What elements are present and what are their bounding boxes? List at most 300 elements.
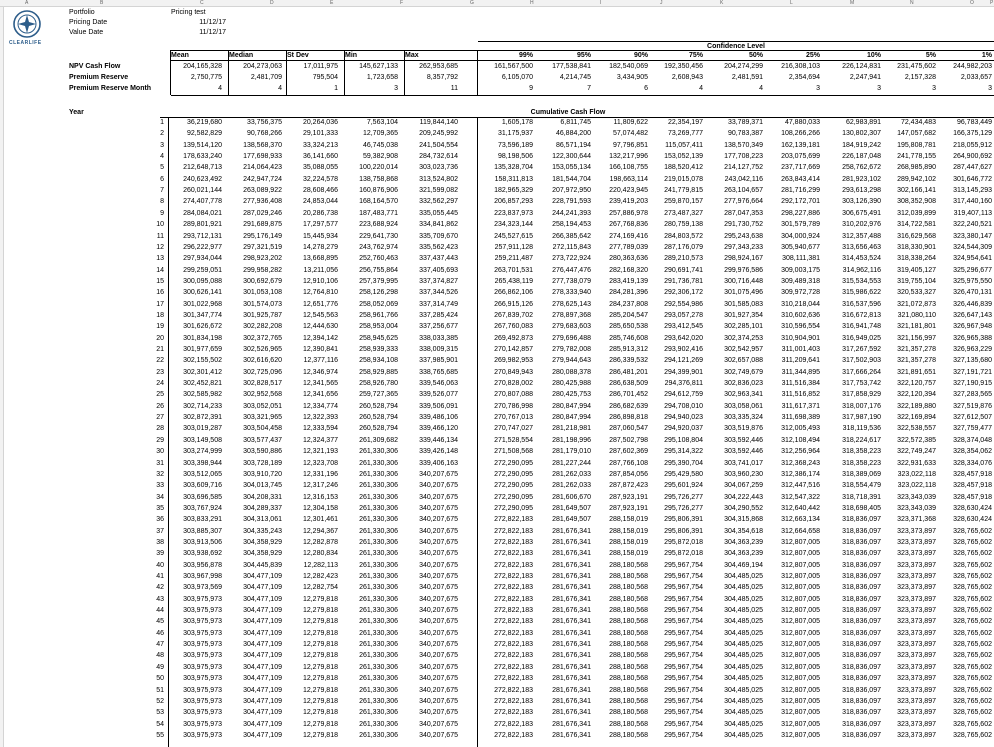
cash-flow-cell[interactable]: 271,528,554 [494,436,533,444]
cash-flow-cell[interactable]: 272,822,183 [494,686,533,694]
cash-flow-cell[interactable]: 339,406,163 [419,459,458,467]
year-cell[interactable]: 52 [156,697,164,705]
cash-flow-cell[interactable]: 281,179,010 [552,448,591,456]
cash-flow-cell[interactable]: 218,055,912 [953,141,992,149]
stats-cell[interactable]: 204,165,328 [183,63,222,70]
cash-flow-cell[interactable]: 304,363,239 [724,538,763,546]
cash-flow-cell[interactable]: 303,519,876 [724,425,763,433]
cash-flow-cell[interactable]: 302,155,502 [183,357,222,365]
cash-flow-cell[interactable]: 295,872,018 [664,538,703,546]
cash-flow-cell[interactable]: 62,983,891 [845,119,881,126]
cash-flow-cell[interactable]: 295,806,391 [664,516,703,524]
cash-flow-cell[interactable]: 321,891,651 [897,368,936,376]
cash-flow-cell[interactable]: 139,514,120 [183,141,222,149]
cash-flow-cell[interactable]: 309,003,175 [781,266,820,274]
cash-flow-cell[interactable]: 337,256,677 [419,323,458,331]
cash-flow-cell[interactable]: 223,837,973 [494,209,533,217]
column-letter[interactable]: H [530,0,534,6]
cash-flow-cell[interactable]: 279,944,643 [552,357,591,365]
cash-flow-cell[interactable]: 287,923,191 [609,493,648,501]
cash-flow-cell[interactable]: 328,765,602 [953,550,992,558]
stats-cell[interactable]: 192,350,456 [664,63,703,70]
cash-flow-cell[interactable]: 303,975,973 [183,731,222,739]
cash-flow-cell[interactable]: 57,074,482 [612,130,648,138]
cash-flow-cell[interactable]: 328,765,602 [953,720,992,728]
cash-flow-cell[interactable]: 138,758,868 [359,175,398,183]
cash-flow-cell[interactable]: 318,836,097 [842,641,881,649]
cash-flow-cell[interactable]: 272,822,183 [494,641,533,649]
cash-flow-cell[interactable]: 303,052,051 [243,402,282,410]
cash-flow-cell[interactable]: 304,485,025 [724,720,763,728]
cash-flow-cell[interactable]: 295,967,754 [664,629,703,637]
cash-flow-cell[interactable]: 323,373,897 [897,618,936,626]
cash-flow-cell[interactable]: 281,676,341 [552,697,591,705]
cash-flow-cell[interactable]: 328,630,424 [953,504,992,512]
cash-flow-cell[interactable]: 295,967,754 [664,663,703,671]
stats-cell[interactable]: 8,357,792 [426,74,458,81]
year-cell[interactable]: 47 [156,641,164,649]
cash-flow-cell[interactable]: 298,924,167 [724,255,763,263]
stats-cell[interactable]: 11 [450,85,458,92]
cash-flow-cell[interactable]: 316,672,813 [842,311,881,319]
cash-flow-cell[interactable]: 261,330,306 [359,493,398,501]
cash-flow-cell[interactable]: 285,913,312 [609,346,648,353]
cash-flow-cell[interactable]: 319,755,104 [897,277,936,285]
cash-flow-cell[interactable]: 302,749,679 [724,368,763,376]
cash-flow-cell[interactable]: 312,807,005 [781,675,820,683]
cash-flow-cell[interactable]: 303,975,973 [183,595,222,603]
cash-flow-cell[interactable]: 272,115,843 [552,243,591,251]
cash-flow-cell[interactable]: 281,676,341 [552,595,591,603]
cash-flow-cell[interactable]: 304,477,109 [243,652,282,660]
cash-flow-cell[interactable]: 318,836,097 [842,584,881,592]
cash-flow-cell[interactable]: 12,282,878 [302,538,338,546]
cash-flow-cell[interactable]: 281,676,341 [552,709,591,717]
cash-flow-cell[interactable]: 281,676,341 [552,538,591,546]
year-cell[interactable]: 35 [156,504,164,512]
cash-flow-cell[interactable]: 12,304,158 [302,504,338,512]
cash-flow-cell[interactable]: 260,528,794 [359,414,398,422]
cash-flow-cell[interactable]: 206,857,293 [494,198,533,206]
cash-flow-cell[interactable]: 12,331,196 [302,470,338,478]
cash-flow-cell[interactable]: 293,642,020 [664,334,703,342]
cash-flow-cell[interactable]: 300,626,141 [183,289,222,297]
cash-flow-cell[interactable]: 297,934,044 [183,255,222,263]
year-cell[interactable]: 25 [156,391,164,399]
cash-flow-cell[interactable]: 312,807,005 [781,697,820,705]
cash-flow-cell[interactable]: 12,444,630 [302,323,338,331]
cash-flow-cell[interactable]: 286,682,639 [609,402,648,410]
cash-flow-cell[interactable]: 288,180,568 [609,686,648,694]
cash-flow-cell[interactable]: 328,457,918 [953,493,992,501]
cash-flow-cell[interactable]: 285,746,608 [609,334,648,342]
cash-flow-cell[interactable]: 272,822,183 [494,595,533,603]
cash-flow-cell[interactable]: 340,207,675 [419,675,458,683]
cash-flow-cell[interactable]: 261,330,306 [359,595,398,603]
cash-flow-cell[interactable]: 304,485,025 [724,652,763,660]
cash-flow-cell[interactable]: 272,822,183 [494,629,533,637]
cash-flow-cell[interactable]: 274,169,416 [609,232,648,240]
cash-flow-cell[interactable]: 287,766,108 [609,459,648,467]
cash-flow-cell[interactable]: 14,278,279 [302,243,338,251]
cash-flow-cell[interactable]: 302,372,765 [243,334,282,342]
year-cell[interactable]: 11 [156,232,164,240]
cash-flow-cell[interactable]: 291,689,875 [243,221,282,229]
cash-flow-cell[interactable]: 281,676,341 [552,720,591,728]
cash-flow-cell[interactable]: 264,900,692 [953,153,992,161]
cash-flow-cell[interactable]: 339,486,106 [419,414,458,422]
cash-flow-cell[interactable]: 261,330,306 [359,652,398,660]
cash-flow-cell[interactable]: 258,126,298 [359,289,398,297]
cash-flow-cell[interactable]: 283,419,139 [609,277,648,285]
cash-flow-cell[interactable]: 295,806,391 [664,527,703,535]
cash-flow-cell[interactable]: 303,975,973 [183,618,222,626]
cash-flow-cell[interactable]: 260,528,794 [359,402,398,410]
cash-flow-cell[interactable]: 324,544,309 [953,243,992,251]
cash-flow-cell[interactable]: 304,485,025 [724,641,763,649]
cash-flow-cell[interactable]: 90,768,266 [246,130,282,138]
cash-flow-cell[interactable]: 304,485,025 [724,663,763,671]
column-letter[interactable]: M [850,0,855,6]
cash-flow-cell[interactable]: 286,638,509 [609,380,648,388]
cash-flow-cell[interactable]: 304,485,025 [724,686,763,694]
cash-flow-cell[interactable]: 132,217,996 [609,153,648,161]
cash-flow-cell[interactable]: 284,084,021 [183,209,222,217]
cash-flow-cell[interactable]: 326,967,948 [953,323,992,331]
cash-flow-cell[interactable]: 263,701,531 [494,266,533,274]
cash-flow-cell[interactable]: 308,111,381 [782,255,820,263]
cash-flow-cell[interactable]: 304,485,025 [724,618,763,626]
cash-flow-cell[interactable]: 295,967,754 [664,720,703,728]
cash-flow-cell[interactable]: 317,858,929 [842,391,881,399]
cash-flow-cell[interactable]: 303,913,506 [183,538,222,546]
cash-flow-cell[interactable]: 303,975,973 [183,720,222,728]
cash-flow-cell[interactable]: 325,975,550 [953,277,992,285]
cash-flow-cell[interactable]: 288,158,019 [609,538,648,546]
cash-flow-cell[interactable]: 261,330,306 [359,448,398,456]
cash-flow-cell[interactable]: 279,696,488 [552,334,591,342]
cash-flow-cell[interactable]: 314,962,116 [842,266,881,274]
cash-flow-cell[interactable]: 97,796,851 [612,141,648,149]
cash-flow-cell[interactable]: 312,368,243 [781,459,820,467]
cash-flow-cell[interactable]: 323,022,118 [897,482,936,490]
cash-flow-cell[interactable]: 12,279,818 [302,709,338,717]
cash-flow-cell[interactable]: 269,982,953 [494,357,533,365]
cash-flow-cell[interactable]: 13,211,056 [303,266,338,274]
cash-flow-cell[interactable]: 269,492,873 [494,334,533,342]
cash-flow-cell[interactable]: 318,358,223 [842,459,881,467]
cash-flow-cell[interactable]: 258,939,333 [359,346,398,353]
cash-flow-cell[interactable]: 33,324,213 [302,141,338,149]
cash-flow-cell[interactable]: 288,180,568 [609,720,648,728]
year-cell[interactable]: 6 [160,175,164,183]
stats-cell[interactable]: 4,214,745 [559,74,591,81]
cash-flow-cell[interactable]: 12,333,594 [302,425,338,433]
cash-flow-cell[interactable]: 340,207,675 [419,550,458,558]
cash-flow-cell[interactable]: 302,714,233 [183,402,222,410]
cash-flow-cell[interactable]: 281,676,341 [552,731,591,739]
cash-flow-cell[interactable]: 337,314,749 [419,300,458,308]
cash-flow-cell[interactable]: 261,330,306 [359,709,398,717]
cash-flow-cell[interactable]: 20,264,036 [302,119,338,126]
cash-flow-cell[interactable]: 317,440,160 [953,198,992,206]
cash-flow-cell[interactable]: 321,357,278 [897,357,936,365]
cash-flow-cell[interactable]: 272,290,095 [494,459,533,467]
cash-flow-cell[interactable]: 261,330,306 [359,504,398,512]
cash-flow-cell[interactable]: 12,282,423 [302,573,338,580]
cash-flow-cell[interactable]: 312,807,005 [781,641,820,649]
column-letter[interactable]: N [910,0,914,6]
cash-flow-cell[interactable]: 295,108,804 [664,436,703,444]
cash-flow-cell[interactable]: 328,765,602 [953,584,992,592]
cash-flow-cell[interactable]: 243,762,974 [359,243,398,251]
cash-flow-cell[interactable]: 312,640,442 [781,504,820,512]
cash-flow-cell[interactable]: 312,547,322 [781,493,820,501]
cash-flow-cell[interactable]: 302,585,982 [183,391,222,399]
cash-flow-cell[interactable]: 281,716,299 [781,187,820,195]
cash-flow-cell[interactable]: 323,373,897 [897,686,936,694]
cash-flow-cell[interactable]: 328,457,918 [953,482,992,490]
cash-flow-cell[interactable]: 294,376,811 [664,380,703,388]
cash-flow-cell[interactable]: 312,447,516 [781,482,820,490]
cash-flow-cell[interactable]: 279,782,008 [552,346,591,353]
cash-flow-cell[interactable]: 108,266,266 [781,130,820,138]
cash-flow-cell[interactable]: 340,207,675 [419,607,458,615]
cash-flow-cell[interactable]: 300,095,088 [183,277,222,285]
cash-flow-cell[interactable]: 288,180,568 [609,663,648,671]
cash-flow-cell[interactable]: 261,330,306 [359,538,398,546]
cash-flow-cell[interactable]: 272,822,183 [494,584,533,592]
cash-flow-cell[interactable]: 314,722,581 [897,221,936,229]
cash-flow-cell[interactable]: 339,526,077 [419,391,458,399]
cash-flow-cell[interactable]: 295,726,277 [664,504,703,512]
cash-flow-cell[interactable]: 323,373,897 [897,731,936,739]
cash-flow-cell[interactable]: 301,925,787 [243,311,282,319]
cash-flow-cell[interactable]: 270,142,857 [494,346,533,353]
cash-flow-cell[interactable]: 340,207,675 [419,516,458,524]
cash-flow-cell[interactable]: 303,019,287 [183,425,222,433]
cash-flow-cell[interactable]: 337,437,443 [419,255,458,263]
stats-cell[interactable]: 6,105,070 [501,74,533,81]
cash-flow-cell[interactable]: 263,104,657 [724,187,763,195]
year-cell[interactable]: 33 [156,482,164,490]
stats-cell[interactable]: 2,157,328 [904,74,936,81]
cash-flow-cell[interactable]: 181,544,704 [552,175,591,183]
year-cell[interactable]: 31 [156,459,164,467]
cash-flow-cell[interactable]: 315,986,622 [842,289,881,297]
cash-flow-cell[interactable]: 328,765,602 [953,663,992,671]
cash-flow-cell[interactable]: 303,938,692 [183,550,222,558]
cash-flow-cell[interactable]: 294,121,269 [664,357,703,365]
cash-flow-cell[interactable]: 303,590,886 [243,448,282,456]
cash-flow-cell[interactable]: 322,189,880 [897,402,936,410]
cash-flow-cell[interactable]: 312,807,005 [781,629,820,637]
cash-flow-cell[interactable]: 12,324,377 [302,436,338,444]
cash-flow-cell[interactable]: 12,346,974 [302,368,338,376]
cash-flow-cell[interactable]: 12,323,708 [302,459,338,467]
cash-flow-cell[interactable]: 312,807,005 [781,584,820,592]
cash-flow-cell[interactable]: 312,807,005 [781,663,820,671]
cash-flow-cell[interactable]: 302,836,023 [724,380,763,388]
cash-flow-cell[interactable]: 12,764,810 [302,289,338,297]
cash-flow-cell[interactable]: 332,562,297 [419,198,458,206]
cash-flow-cell[interactable]: 317,666,264 [842,368,881,376]
cash-flow-cell[interactable]: 288,180,568 [609,573,648,580]
cash-flow-cell[interactable]: 166,108,755 [609,164,648,172]
cash-flow-cell[interactable]: 184,919,242 [842,141,881,149]
cash-flow-cell[interactable]: 303,975,973 [183,652,222,660]
stats-cell[interactable]: 3 [932,85,936,92]
cash-flow-cell[interactable]: 326,963,229 [953,346,992,353]
stats-cell[interactable]: 262,953,685 [419,63,458,70]
cash-flow-cell[interactable]: 270,767,013 [494,414,533,422]
year-cell[interactable]: 45 [156,618,164,626]
cash-flow-cell[interactable]: 308,352,908 [897,198,936,206]
cash-flow-cell[interactable]: 304,477,109 [243,584,282,592]
cash-flow-cell[interactable]: 12,279,818 [302,641,338,649]
cash-flow-cell[interactable]: 305,940,677 [781,243,820,251]
cash-flow-cell[interactable]: 301,834,198 [183,334,222,342]
stats-cell[interactable]: 145,627,133 [359,63,398,70]
cash-flow-cell[interactable]: 323,373,897 [897,561,936,569]
stats-cell[interactable]: 161,567,500 [494,63,533,70]
cash-flow-cell[interactable]: 318,224,617 [842,436,881,444]
year-cell[interactable]: 20 [156,334,164,342]
cash-flow-cell[interactable]: 323,373,897 [897,527,936,535]
cash-flow-cell[interactable]: 279,683,603 [552,323,591,331]
cash-flow-cell[interactable]: 258,762,672 [842,164,881,172]
column-letter[interactable]: B [100,0,104,6]
cash-flow-cell[interactable]: 304,477,109 [243,607,282,615]
cash-flow-cell[interactable]: 258,194,453 [552,221,591,229]
cash-flow-cell[interactable]: 340,207,675 [419,686,458,694]
year-cell[interactable]: 43 [156,595,164,603]
cash-flow-cell[interactable]: 277,738,079 [552,277,591,285]
cash-flow-cell[interactable]: 272,822,183 [494,573,533,580]
cash-flow-cell[interactable]: 321,357,278 [897,346,936,353]
cash-flow-cell[interactable]: 302,872,391 [183,414,222,422]
year-cell[interactable]: 26 [156,402,164,410]
cash-flow-cell[interactable]: 295,967,754 [664,686,703,694]
cash-flow-cell[interactable]: 340,207,675 [419,720,458,728]
cash-flow-cell[interactable]: 326,647,143 [953,311,992,319]
cash-flow-cell[interactable]: 318,836,097 [842,527,881,535]
cash-flow-cell[interactable]: 327,612,507 [953,414,992,422]
cash-flow-cell[interactable]: 328,765,602 [953,629,992,637]
cash-flow-cell[interactable]: 340,207,675 [419,697,458,705]
cash-flow-cell[interactable]: 257,886,978 [609,209,648,217]
cash-flow-cell[interactable]: 12,394,142 [302,334,338,342]
cash-flow-cell[interactable]: 212,648,713 [183,164,222,172]
cash-flow-cell[interactable]: 317,502,903 [842,357,881,365]
cash-flow-cell[interactable]: 304,485,025 [724,595,763,603]
cash-flow-cell[interactable]: 303,696,585 [183,493,222,501]
cash-flow-cell[interactable]: 304,000,924 [781,232,820,240]
cash-flow-cell[interactable]: 271,508,568 [494,448,533,456]
cash-flow-cell[interactable]: 338,033,385 [419,334,458,342]
cash-flow-cell[interactable]: 328,765,602 [953,675,992,683]
cash-flow-cell[interactable]: 294,920,037 [664,425,703,433]
cash-flow-cell[interactable]: 12,709,365 [362,130,398,138]
cash-flow-cell[interactable]: 312,357,488 [842,232,881,240]
year-cell[interactable]: 46 [156,629,164,637]
cash-flow-cell[interactable]: 17,297,577 [302,221,338,229]
cash-flow-cell[interactable]: 282,168,320 [609,266,648,274]
cash-flow-cell[interactable]: 153,052,139 [664,153,703,161]
year-cell[interactable]: 29 [156,436,164,444]
cash-flow-cell[interactable]: 272,822,183 [494,709,533,717]
cash-flow-cell[interactable]: 304,485,025 [724,709,763,717]
year-cell[interactable]: 44 [156,607,164,615]
cash-flow-cell[interactable]: 295,967,754 [664,607,703,615]
cash-flow-cell[interactable]: 22,354,197 [667,119,703,126]
year-cell[interactable]: 49 [156,663,164,671]
cash-flow-cell[interactable]: 323,373,897 [897,550,936,558]
cash-flow-cell[interactable]: 303,398,944 [183,459,222,467]
cash-flow-cell[interactable]: 301,347,774 [183,311,222,319]
cash-flow-cell[interactable]: 304,477,109 [243,686,282,694]
cash-flow-cell[interactable]: 258,953,004 [359,323,398,331]
year-cell[interactable]: 22 [156,357,164,365]
cash-flow-cell[interactable]: 337,344,526 [419,289,458,297]
cash-flow-cell[interactable]: 311,698,389 [781,414,820,422]
cash-flow-cell[interactable]: 287,176,079 [664,243,703,251]
cash-flow-cell[interactable]: 322,572,385 [897,436,936,444]
cash-flow-cell[interactable]: 287,060,547 [609,425,648,433]
cash-flow-cell[interactable]: 12,294,367 [302,527,338,535]
cash-flow-cell[interactable]: 328,457,918 [953,470,992,478]
cash-flow-cell[interactable]: 295,967,754 [664,731,703,739]
cash-flow-cell[interactable]: 272,822,183 [494,561,533,569]
cash-flow-cell[interactable]: 198,663,114 [609,175,648,183]
cash-flow-cell[interactable]: 90,783,387 [727,130,763,138]
cash-flow-cell[interactable]: 263,089,922 [243,187,282,195]
cash-flow-cell[interactable]: 261,330,306 [359,629,398,637]
cash-flow-cell[interactable]: 293,902,416 [664,346,703,353]
cash-flow-cell[interactable]: 303,592,446 [724,448,763,456]
cash-flow-cell[interactable]: 304,358,929 [243,550,282,558]
stats-cell[interactable]: 7 [587,85,591,92]
cash-flow-cell[interactable]: 260,021,144 [183,187,222,195]
cash-flow-cell[interactable]: 276,447,476 [552,266,591,274]
cash-flow-cell[interactable]: 304,477,109 [243,641,282,649]
cash-flow-cell[interactable]: 115,057,411 [665,141,703,149]
stats-cell[interactable]: 2,481,709 [250,74,282,81]
cash-flow-cell[interactable]: 295,726,277 [664,493,703,501]
cash-flow-cell[interactable]: 304,363,239 [724,550,763,558]
cash-flow-cell[interactable]: 309,972,728 [781,289,820,297]
cash-flow-cell[interactable]: 304,485,025 [724,573,763,580]
cash-flow-cell[interactable]: 302,166,141 [897,187,936,195]
cash-flow-cell[interactable]: 340,207,675 [419,482,458,490]
cash-flow-cell[interactable]: 340,207,675 [419,561,458,569]
cash-flow-cell[interactable]: 286,339,532 [609,357,648,365]
cash-flow-cell[interactable]: 328,765,602 [953,527,992,535]
cash-flow-cell[interactable]: 288,180,568 [609,641,648,649]
year-cell[interactable]: 23 [156,368,164,376]
cash-flow-cell[interactable]: 335,055,445 [419,209,458,217]
cash-flow-cell[interactable]: 318,836,097 [842,697,881,705]
stats-cell[interactable]: 795,504 [312,74,338,81]
year-cell[interactable]: 50 [156,675,164,683]
cash-flow-cell[interactable]: 312,256,964 [781,448,820,456]
cash-flow-cell[interactable]: 12,279,818 [302,697,338,705]
cash-flow-cell[interactable]: 303,956,878 [183,561,222,569]
stats-cell[interactable]: 216,308,103 [781,63,820,70]
cash-flow-cell[interactable]: 281,606,670 [552,493,591,501]
cash-flow-cell[interactable]: 321,156,997 [897,334,936,342]
cash-flow-cell[interactable]: 318,836,097 [842,720,881,728]
